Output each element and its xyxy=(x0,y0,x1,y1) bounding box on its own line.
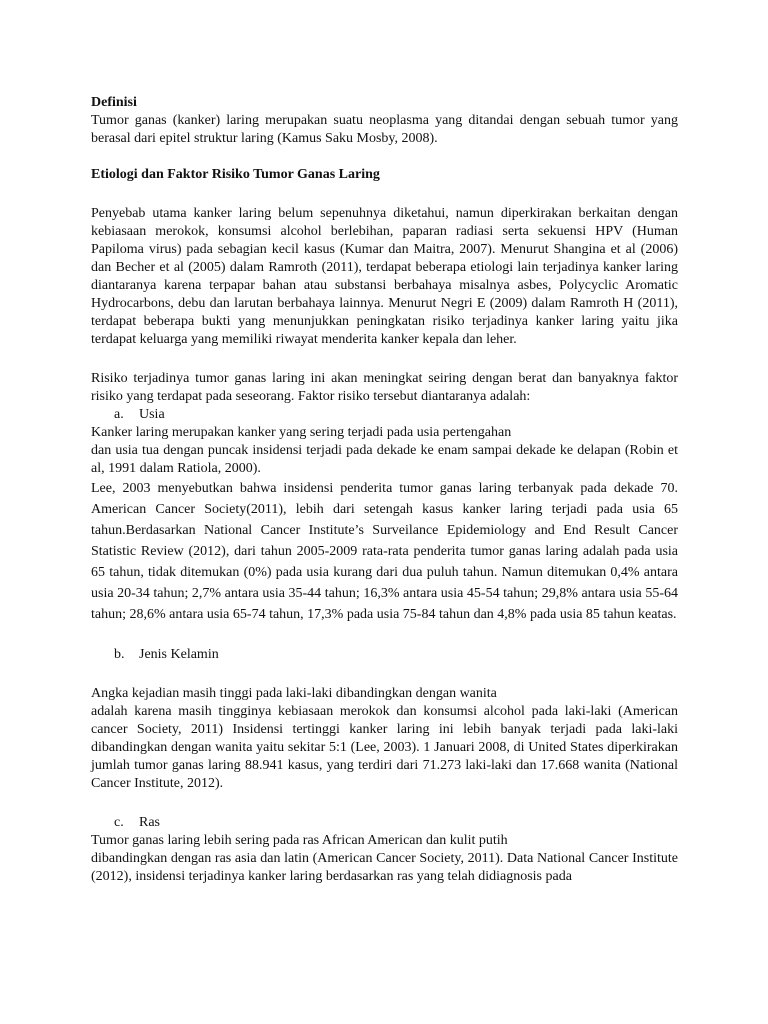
list-item-ras xyxy=(91,814,678,832)
list-marker: b. xyxy=(114,647,125,662)
usia-first-line: Kanker laring merupakan kanker yang sering terjadi pada usia pertengahan xyxy=(91,425,512,440)
list-marker: c. xyxy=(114,815,124,830)
definisi-heading: Definisi xyxy=(91,95,137,110)
document-content xyxy=(91,94,678,886)
jenis-kelamin-paragraph: adalah karena masih tingginya kebiasaan merokok dan konsumsi alcohol pada laki-laki (American cancer Society, 2011) Insidensi tertinggi kanker laring ini lebih banyak terjadi pada laki-laki dibandingkan dengan wanita yaitu sekitar 5:1 (Lee, 2003). 1 Januari 2008, di United States diperkirakan jumlah tumor ganas laring 88.941 kasus, yang terdiri dari 71.273 laki-laki dan 17.668 wanita (National Cancer Institute, 2012). xyxy=(91,704,678,791)
definisi-paragraph: Tumor ganas (kanker) laring merupakan suatu neoplasma yang ditandai dengan sebuah tumor yang berasal dari epitel struktur laring (Kamus Saku Mosby, 2008). xyxy=(91,113,678,146)
etiologi-heading: Etiologi dan Faktor Risiko Tumor Ganas Laring xyxy=(91,167,380,182)
ras-first-line: Tumor ganas laring lebih sering pada ras African American dan kulit putih xyxy=(91,833,508,848)
usia-paragraph-1: dan usia tua dengan puncak insidensi terjadi pada dekade ke enam sampai dekade ke delapan (Robin et al, 1991 dalam Ratiola, 2000). xyxy=(91,443,678,476)
usia-paragraph-2: Lee, 2003 menyebutkan bahwa insidensi penderita tumor ganas laring terbanyak pada dekade 70. American Cancer Society(2011), lebih dari setengah kasus kanker laring terjadi pada usia 65 tahun.Berdasarkan National Cancer Institute’s Surveilance Epidemiology and End Result Cancer Statistic Review (2012), dari tahun 2005-2009 rata-rata penderita tumor ganas laring adalah pada usia 65 tahun, tidak ditemukan (0%) pada usia kurang dari dua puluh tahun. Namun ditemukan 0,4% antara usia 20-34 tahun; 2,7% antara usia 35-44 tahun; 16,3% antara usia 45-54 tahun; 29,8% antara usia 55-64 tahun; 28,6% antara usia 65-74 tahun, 17,3% pada usia 75-84 tahun dan 4,8% pada usia 85 tahun keatas. xyxy=(91,481,678,622)
etiologi-paragraph-1: Penyebab utama kanker laring belum sepenuhnya diketahui, namun diperkirakan berkaitan dengan kebiasaan merokok, konsumsi alcohol berlebihan, paparan radiasi serta sekuensi HPV (Human Papiloma virus) pada sebagian kecil kasus (Kumar dan Maitra, 2007). Menurut Shangina et al (2006) dan Becher et al (2005) dalam Ramroth (2011), terdapat beberapa etiologi lain terjadinya kanker laring diantaranya karena terpapar bahan atau substansi berbahaya misalnya asbes, Polycyclic Aromatic Hydrocarbons, debu dan larutan berbahaya lainnya. Menurut Negri E (2009) dalam Ramroth H (2011), terdapat beberapa bukti yang menunjukkan peningkatan risiko terjadinya kanker laring yaitu jika terdapat keluarga yang memiliki riwayat menderita kanker kepala dan leher. xyxy=(91,206,678,347)
list-item-usia xyxy=(91,406,678,424)
list-title-jenis-kelamin: Jenis Kelamin xyxy=(139,647,219,662)
etiologi-paragraph-2: Risiko terjadinya tumor ganas laring ini akan meningkat seiring dengan berat dan banyaknya faktor risiko yang terdapat pada seseorang. Faktor risiko tersebut diantaranya adalah: xyxy=(91,371,678,404)
list-marker: a. xyxy=(114,407,124,422)
list-title-ras: Ras xyxy=(139,815,160,830)
list-title-usia: Usia xyxy=(139,407,165,422)
ras-paragraph: dibandingkan dengan ras asia dan latin (American Cancer Society, 2011). Data National Cancer Institute (2012), insidensi terjadinya kanker laring berdasarkan ras yang telah didiagnosis pada xyxy=(91,851,678,884)
jenis-kelamin-first-line: Angka kejadian masih tinggi pada laki-laki dibandingkan dengan wanita xyxy=(91,686,497,701)
list-item-jenis-kelamin xyxy=(91,646,678,664)
